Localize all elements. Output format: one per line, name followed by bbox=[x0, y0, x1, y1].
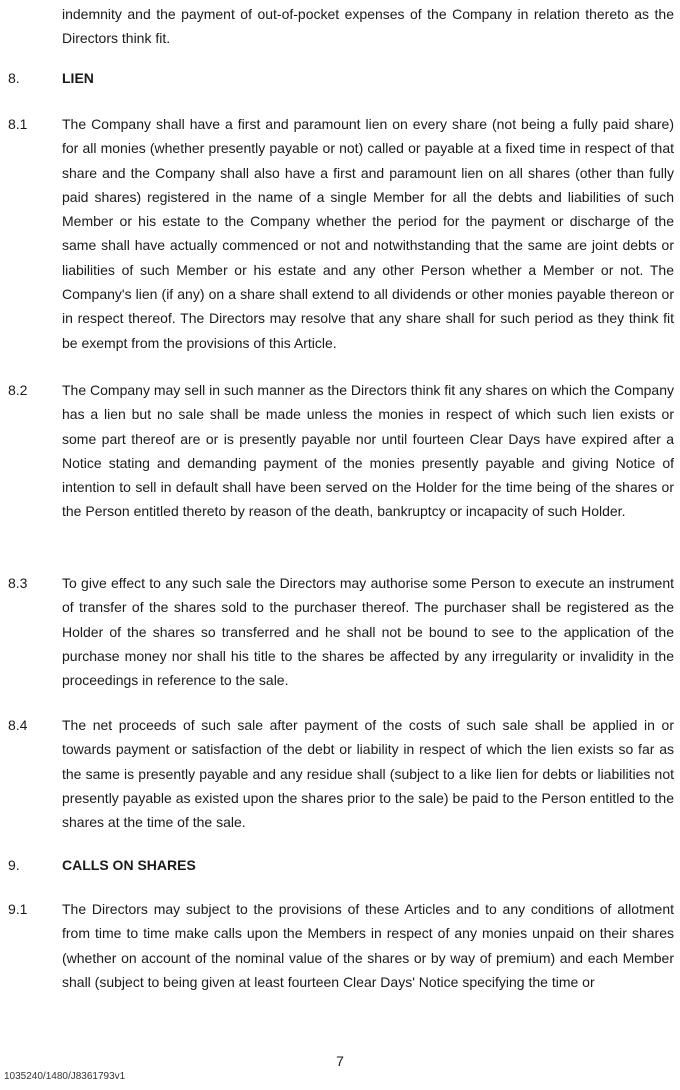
section-title: CALLS ON SHARES bbox=[62, 857, 196, 873]
clause-number: 9.1 bbox=[8, 901, 28, 917]
clause-text: The Company may sell in such manner as the Directors think fit any shares on which the Company has a lien but no sale shall be made unless the monies in respect of which such lien exists or some part thereof are or is presently payable nor until fourteen Clear Days have expired after a Notice stating and demanding payment of the monies presently payable and giving Notice of intention to sell in default shall have been served on the Holder for the time being of the shares or the Person entitled thereto by reason of the death, bankruptcy or incapacity of such Holder. bbox=[62, 382, 674, 520]
intro-text: indemnity and the payment of out-of-pocket expenses of the Company in relation thereto as the Directors think fit. bbox=[62, 6, 674, 47]
document-reference: 1035240/1480/J8361793v1 bbox=[4, 1071, 126, 1082]
clause-number: 8.4 bbox=[8, 717, 28, 733]
clause-number: 8.3 bbox=[8, 575, 28, 591]
section-number: 9. bbox=[8, 857, 20, 873]
clause-text: To give effect to any such sale the Directors may authorise some Person to execute an instrument of transfer of the shares sold to the purchaser thereof. The purchaser shall be registered as the Holder of the shares so transferred and he shall not be bound to see to the application of the purchase money nor shall his title to the shares be affected by any irregularity or invalidity in the proceedings in reference to the sale. bbox=[62, 575, 674, 689]
section-number: 8. bbox=[8, 70, 20, 86]
section-title: LIEN bbox=[62, 70, 94, 86]
page-number: 7 bbox=[336, 1053, 344, 1069]
clause-number: 8.1 bbox=[8, 116, 28, 132]
clause-text: The Company shall have a first and paramount lien on every share (not being a fully paid share) for all monies (whether presently payable or not) called or payable at a fixed time in respect of that share and the Company shall also have a first and paramount lien on all shares (other than fully paid shares) registered in the name of a single Member for all the debts and liabilities of such Member or his estate to the Company whether the period for the payment or discharge of the same shall have actually commenced or not and notwithstanding that the same are joint debts or liabilities of such Member or his estate and any other Person whether a Member or not. The Company's lien (if any) on a share shall extend to all dividends or other monies payable thereon or in respect thereof. The Directors may resolve that any share shall for such period as they think fit be exempt from the provisions of this Article. bbox=[62, 116, 674, 351]
clause-text: The Directors may subject to the provisions of these Articles and to any conditions of allotment from time to time make calls upon the Members in respect of any monies unpaid on their shares (whether on account of the nominal value of the shares or by way of premium) and each Member shall (subject to being given at least fourteen Clear Days' Notice specifying the time or bbox=[62, 901, 674, 990]
clause-number: 8.2 bbox=[8, 382, 28, 398]
clause-text: The net proceeds of such sale after payment of the costs of such sale shall be applied in or towards payment or satisfaction of the debt or liability in respect of which the lien exists so far as the same is presently payable and any residue shall (subject to a like lien for debts or liabilities not presently payable as existed upon the shares prior to the sale) be paid to the Person entitled to the shares at the time of the sale. bbox=[62, 717, 674, 831]
